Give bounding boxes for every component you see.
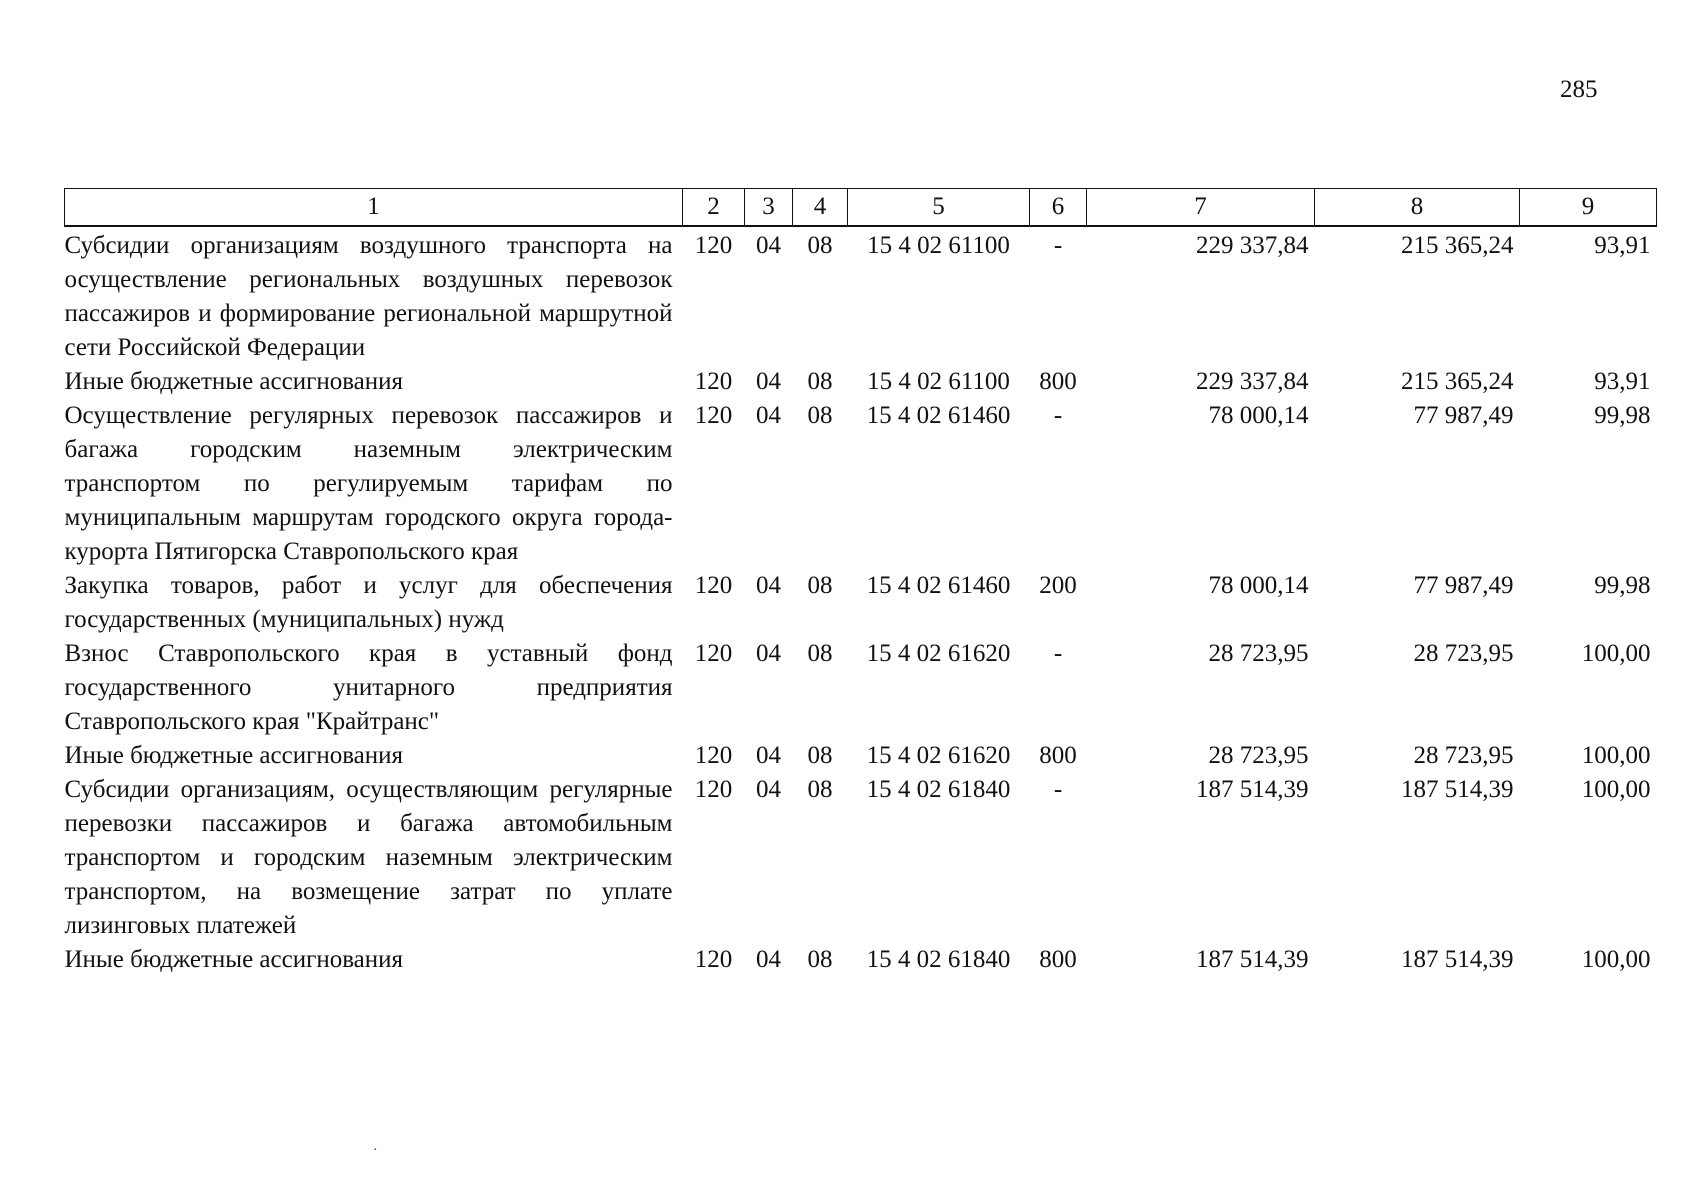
cell-percent: 100,00 <box>1581 946 1651 973</box>
cell-target-article: 15 4 02 61100 <box>867 232 1010 259</box>
cell-expense-type: 200 <box>1039 572 1077 599</box>
cell-percent: 100,00 <box>1581 776 1651 803</box>
cell-expense-type: - <box>1053 402 1063 429</box>
cell-expense-type: - <box>1053 232 1063 259</box>
column-header-9: 9 <box>1520 189 1657 227</box>
cell-subsection: 08 <box>807 232 833 259</box>
cell-target-article: 15 4 02 61100 <box>867 368 1010 395</box>
cell-subsection: 08 <box>807 776 833 803</box>
cell-plan-amount: 187 514,39 <box>1196 776 1309 803</box>
row-description: Субсидии организациям, осуществляющим регулярные перевозки пассажиров и багажа автомобильным транспортом и городским наземным электрическим транспортом, на возмещение затрат по уплате лизинговых платежей <box>64 776 673 939</box>
cell-section: 04 <box>756 640 781 667</box>
cell-actual-amount: 77 987,49 <box>1413 572 1514 599</box>
cell-ministry-code: 120 <box>694 742 733 769</box>
cell-section: 04 <box>756 776 781 803</box>
cell-section: 04 <box>756 402 781 429</box>
cell-percent: 93,91 <box>1594 368 1651 395</box>
cell-subsection: 08 <box>807 946 833 973</box>
column-header-2: 2 <box>683 189 745 227</box>
cell-actual-amount: 215 365,24 <box>1401 232 1514 259</box>
cell-section: 04 <box>756 368 781 395</box>
column-header-3: 3 <box>745 189 793 227</box>
cell-actual-amount: 187 514,39 <box>1401 776 1514 803</box>
table-row <box>65 399 1657 569</box>
cell-expense-type: - <box>1053 776 1063 803</box>
cell-section: 04 <box>756 572 781 599</box>
cell-ministry-code: 120 <box>694 640 733 667</box>
cell-target-article: 15 4 02 61460 <box>866 572 1011 599</box>
cell-actual-amount: 187 514,39 <box>1401 946 1514 973</box>
row-description: Осуществление регулярных перевозок пассажиров и багажа городским наземным электрическим транспортом по регулируемым тарифам по муниципальным маршрутам городского округа города-курорта Пятигорска Ставропольского края <box>64 402 673 565</box>
cell-ministry-code: 120 <box>694 232 733 259</box>
cell-subsection: 08 <box>807 640 833 667</box>
cell-section: 04 <box>756 742 781 769</box>
cell-actual-amount: 28 723,95 <box>1413 742 1514 769</box>
cell-plan-amount: 28 723,95 <box>1208 640 1309 667</box>
table-row <box>65 569 1657 637</box>
column-header-5: 5 <box>848 189 1030 227</box>
cell-subsection: 08 <box>807 742 833 769</box>
cell-expense-type: 800 <box>1039 368 1077 395</box>
cell-plan-amount: 78 000,14 <box>1208 572 1309 599</box>
header-row <box>65 189 1657 227</box>
table-row <box>65 365 1657 399</box>
cell-section: 04 <box>756 946 781 973</box>
cell-ministry-code: 120 <box>694 572 733 599</box>
column-header-7: 7 <box>1087 189 1315 227</box>
budget-table <box>64 188 1657 977</box>
cell-plan-amount: 78 000,14 <box>1208 402 1309 429</box>
column-header-1: 1 <box>65 189 683 227</box>
row-description: Иные бюджетные ассигнования <box>64 368 404 395</box>
cell-plan-amount: 229 337,84 <box>1196 368 1309 395</box>
cell-ministry-code: 120 <box>694 946 733 973</box>
cell-subsection: 08 <box>807 368 833 395</box>
row-description: Иные бюджетные ассигнования <box>64 742 404 769</box>
cell-target-article: 15 4 02 61840 <box>866 946 1011 973</box>
cell-percent: 99,98 <box>1594 572 1651 599</box>
cell-expense-type: 800 <box>1039 946 1077 973</box>
cell-target-article: 15 4 02 61620 <box>866 640 1011 667</box>
cell-percent: 93,91 <box>1594 232 1651 259</box>
row-description: Взнос Ставропольского края в уставный фонд государственного унитарного предприятия Ставропольского края "Крайтранс" <box>64 640 673 735</box>
cell-actual-amount: 215 365,24 <box>1401 368 1514 395</box>
column-header-8: 8 <box>1315 189 1520 227</box>
cell-plan-amount: 187 514,39 <box>1196 946 1309 973</box>
cell-actual-amount: 77 987,49 <box>1413 402 1514 429</box>
cell-percent: 100,00 <box>1581 640 1651 667</box>
cell-expense-type: 800 <box>1039 742 1077 769</box>
row-description: Субсидии организациям воздушного транспорта на осуществление региональных воздушных перевозок пассажиров и формирование региональной маршрутной сети Российской Федерации <box>64 232 673 361</box>
cell-plan-amount: 28 723,95 <box>1208 742 1309 769</box>
cell-actual-amount: 28 723,95 <box>1413 640 1514 667</box>
row-description: Закупка товаров, работ и услуг для обеспечения государственных (муниципальных) нужд <box>64 572 673 633</box>
cell-target-article: 15 4 02 61460 <box>866 402 1011 429</box>
cell-subsection: 08 <box>807 572 833 599</box>
table-row <box>65 637 1657 739</box>
table-row <box>65 773 1657 943</box>
table-row <box>65 739 1657 773</box>
cell-ministry-code: 120 <box>694 776 733 803</box>
cell-subsection: 08 <box>807 402 833 429</box>
table-row <box>65 226 1657 365</box>
cell-ministry-code: 120 <box>694 368 733 395</box>
row-description: Иные бюджетные ассигнования <box>64 946 404 973</box>
scan-speck: · <box>373 1143 378 1158</box>
cell-target-article: 15 4 02 61840 <box>866 776 1011 803</box>
page-number: 285 <box>1560 76 1598 103</box>
column-header-6: 6 <box>1030 189 1087 227</box>
cell-expense-type: - <box>1053 640 1063 667</box>
cell-target-article: 15 4 02 61620 <box>866 742 1011 769</box>
table-row <box>65 943 1657 977</box>
cell-percent: 99,98 <box>1594 402 1651 429</box>
cell-ministry-code: 120 <box>694 402 733 429</box>
cell-plan-amount: 229 337,84 <box>1196 232 1309 259</box>
cell-percent: 100,00 <box>1581 742 1651 769</box>
column-header-4: 4 <box>793 189 848 227</box>
cell-section: 04 <box>756 232 781 259</box>
